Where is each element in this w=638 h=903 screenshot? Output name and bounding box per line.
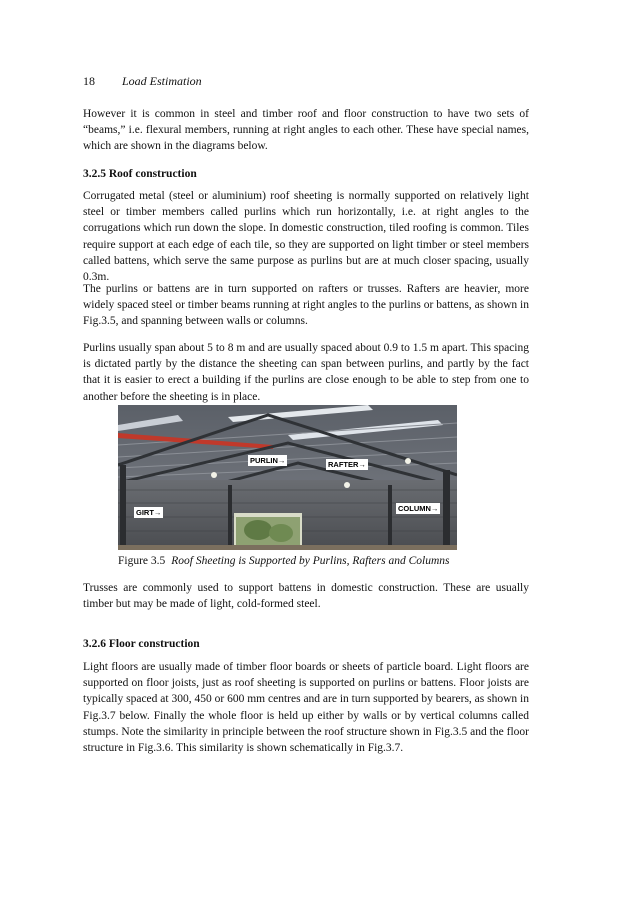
roof-section-body-3: [83, 340, 529, 405]
floor-paragraph: Light floors are usually made of timber floor boards or sheets of particle board. Light floors are supported on floor joists, just as roof sheeting is supported on purlins or battens. Floor joists are typically spaced at 300, 450 or 600 mm centres and are in turn supported by bearers, as shown in Fig.3.7 below. Finally the whole floor is held up either by walls or by vertical columns called stumps. Note the similarity in principle between the roof structure shown in Fig.3.5 and the floor structure in Fig.3.6. This similarity is shown schematically in Fig.3.7.: [83, 661, 529, 755]
warehouse-interior-illustration: [118, 405, 457, 550]
girt-label: GIRT→: [136, 508, 162, 517]
roof-paragraph: Purlins usually span about 5 to 8 m and are usually spaced about 0.9 to 1.5 m apart. This spacing is dictated partly by the distance the sheeting can span between purlins, and partly by the fact that it is easier to erect a building if the purlins are close enough to be able to step from one to another before the sheeting is in place.: [83, 342, 529, 403]
running-header: [83, 74, 202, 89]
intro-block: [83, 106, 529, 155]
roof-paragraph: The purlins or battens are in turn supported on rafters or trusses. Rafters are heavier, more widely spaced steel or timber beams running at right angles to the purlins or battens, as shown in Fig.3.5, and spanning between walls or columns.: [83, 283, 529, 328]
roof-section-body-2: [83, 281, 529, 330]
roof-structure-photo: [118, 405, 457, 550]
floor-section-body: [83, 659, 529, 756]
roof-paragraph: Corrugated metal (steel or aluminium) roof sheeting is normally supported on relatively light steel or timber members called purlins which run horizontally, i.e. at right angles to the corrugations which run down the slope. In domestic construction, tiled roofing is common. Tiles require support at each edge of each tile, so they are supported on light timber or steel members called battens, which serve the same purpose as purlins but are at much closer spacing, usually 0.3m.: [83, 190, 529, 284]
roof-section-body-1: [83, 188, 529, 285]
intro-paragraph: However it is common in steel and timber roof and floor construction to have two sets of “beams,” i.e. flexural members, running at right angles to each other. These have special names, which are shown in the diagrams below.: [83, 108, 529, 153]
page-number: 18: [83, 74, 95, 88]
roof-section: [83, 166, 529, 182]
roof-section-heading: 3.2.5 Roof construction: [83, 168, 197, 180]
after-figure-block: [83, 580, 529, 612]
floor-section: [83, 636, 529, 652]
figure-caption-text: Roof Sheeting is Supported by Purlins, Rafters and Columns: [171, 555, 450, 567]
rafter-label: RAFTER→: [328, 460, 366, 469]
figure-caption: [118, 555, 450, 567]
after-figure-paragraph: Trusses are commonly used to support battens in domestic construction. These are usually timber but may be made of light, cold-formed steel.: [83, 582, 529, 611]
chapter-title: Load Estimation: [122, 74, 202, 88]
column-label: COLUMN→: [398, 504, 439, 513]
floor-section-heading: 3.2.6 Floor construction: [83, 638, 200, 650]
purlin-label: PURLIN→: [250, 456, 286, 465]
figure-number: Figure 3.5: [118, 555, 166, 567]
